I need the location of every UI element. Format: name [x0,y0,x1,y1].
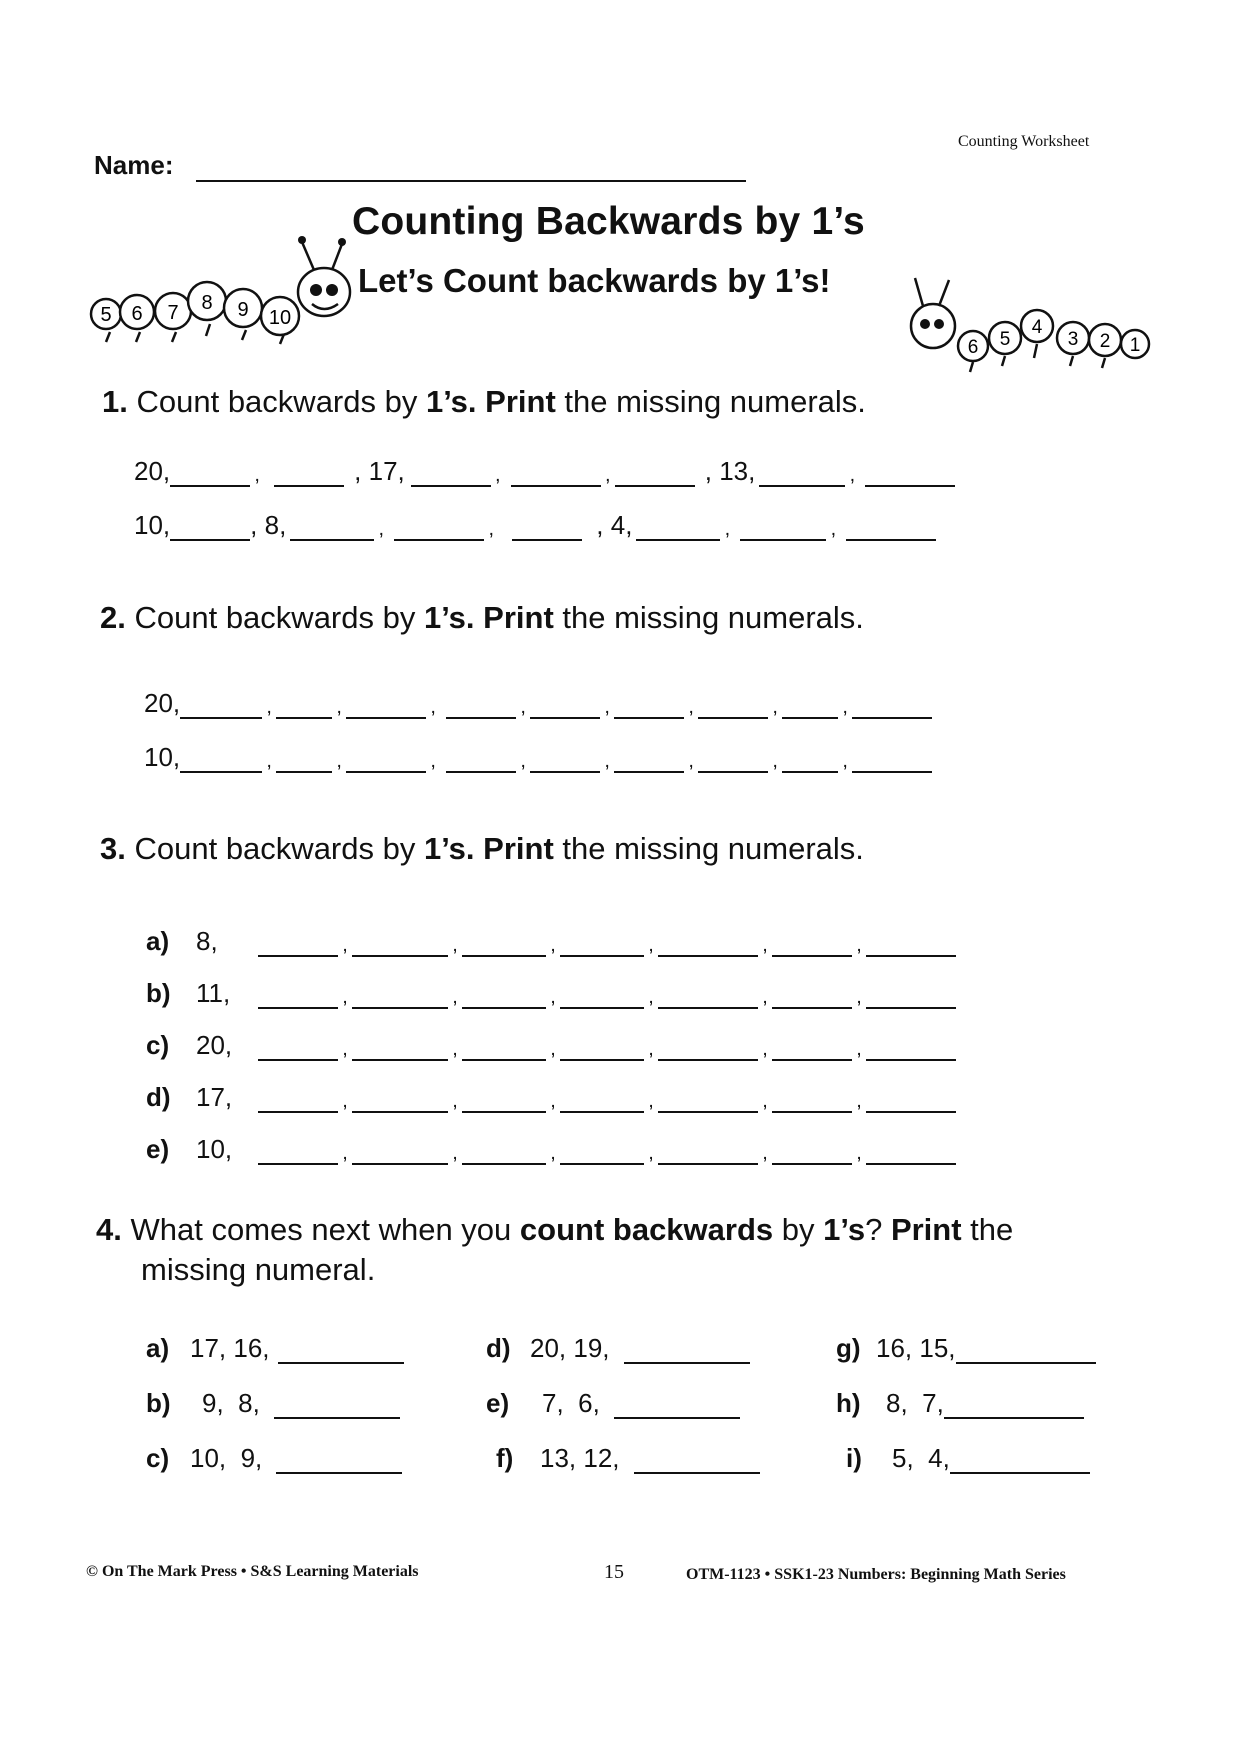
answer-blank[interactable] [614,695,684,719]
answer-blank[interactable] [180,695,262,719]
answer-blank[interactable] [446,695,516,719]
q1-sequence-row: 10, , 8, , , , 4, , , [134,510,936,541]
q2-sequence-row: 20, , , , , , , , , [144,688,932,719]
answer-blank[interactable] [462,1141,546,1165]
q3-sequence-row: a) 8, , , , , , , [146,905,956,957]
sequence-value: 20, 19, [530,1333,610,1363]
answer-blank[interactable] [276,1450,402,1474]
answer-blank[interactable] [698,695,768,719]
answer-blank[interactable] [274,1395,400,1419]
answer-blank[interactable] [759,463,845,487]
question-text: Count backwards by [136,384,426,419]
answer-blank[interactable] [950,1450,1090,1474]
page-number: 15 [604,1561,624,1583]
question-emphasis: Print [483,831,554,866]
sequence-value: 7, 6, [542,1388,600,1418]
caterpillar-left-illustration [80,228,380,358]
q4-item [486,1388,836,1419]
sequence-value: 13, 12, [540,1443,620,1473]
answer-blank[interactable] [170,517,250,541]
q1-sequence-row: 20, , , 17, , , , 13, , [134,456,955,487]
answer-blank[interactable] [865,463,955,487]
answer-blank[interactable] [352,1037,448,1061]
answer-blank[interactable] [740,517,826,541]
q4-item [146,1443,486,1474]
name-label: Name: [94,150,174,180]
item-label: c) [146,1443,170,1473]
answer-blank[interactable] [411,463,491,487]
answer-blank[interactable] [614,1395,740,1419]
question-text: What comes next when you [130,1212,520,1247]
caterpillar-right-number: 4 [1031,317,1043,338]
answer-blank[interactable] [258,933,338,957]
question-2-heading [100,600,864,636]
caterpillar-right-number: 2 [1099,331,1111,352]
answer-blank[interactable] [866,1089,956,1113]
answer-blank[interactable] [772,1037,852,1061]
sequence-value: 10, [144,742,181,772]
q2-sequence-row: 10, , , , , , , , , [144,742,932,773]
answer-blank[interactable] [276,749,332,773]
item-label: b) [146,1388,171,1418]
item-label: d) [146,1082,171,1112]
answer-blank[interactable] [866,1141,956,1165]
item-label: e) [146,1134,170,1164]
sequence-value: , 17, [354,456,405,486]
question-text: the missing numerals. [555,384,866,419]
sequence-value: , 13, [704,456,756,486]
sequence-value: 20, [144,688,181,718]
caterpillar-left-number: 10 [268,307,292,329]
sequence-value: 11, [196,978,231,1008]
answer-blank[interactable] [352,933,448,957]
answer-blank[interactable] [394,517,484,541]
sequence-value: 17, 16, [190,1333,270,1363]
answer-blank[interactable] [462,933,546,957]
question-number: 1. [102,384,128,419]
footer-copyright: © On The Mark Press • S&S Learning Materials [86,1563,419,1580]
answer-blank[interactable] [511,463,601,487]
answer-blank[interactable] [772,933,852,957]
q4-item [836,1443,1136,1474]
answer-blank[interactable] [772,1089,852,1113]
answer-blank[interactable] [512,517,582,541]
answer-blank[interactable] [782,749,838,773]
sequence-value: 5, 4, [892,1443,950,1473]
answer-blank[interactable] [446,749,516,773]
answer-blank[interactable] [290,517,374,541]
question-text: Count backwards by [134,600,424,635]
answer-blank[interactable] [944,1395,1084,1419]
answer-blank[interactable] [180,749,262,773]
answer-blank[interactable] [462,1089,546,1113]
answer-blank[interactable] [560,985,644,1009]
sequence-value: 10, [196,1134,233,1164]
q4-item [486,1443,836,1474]
answer-blank[interactable] [352,985,448,1009]
answer-blank[interactable] [658,985,758,1009]
answer-blank[interactable] [258,1141,338,1165]
caterpillar-right-number: 1 [1129,335,1141,356]
answer-blank[interactable] [530,695,600,719]
answer-blank[interactable] [462,985,546,1009]
sequence-value: 20, [196,1030,233,1060]
q4-item [486,1333,836,1364]
answer-blank[interactable] [346,749,426,773]
q4-item [836,1388,1136,1419]
answer-blank[interactable] [278,1340,404,1364]
sequence-value: 16, 15, [876,1333,956,1363]
sequence-value: 10, [134,510,171,540]
answer-blank[interactable] [846,517,936,541]
answer-blank[interactable] [258,1089,338,1113]
question-1-heading [102,384,866,420]
question-4-heading [96,1210,1146,1290]
answer-blank[interactable] [866,933,956,957]
question-text: missing numeral. [141,1252,376,1287]
answer-blank[interactable] [772,1141,852,1165]
item-label: e) [486,1388,510,1418]
answer-blank[interactable] [346,695,426,719]
caterpillar-left-number: 9 [237,299,249,321]
answer-blank[interactable] [698,749,768,773]
caterpillar-left-number: 7 [167,302,179,324]
answer-blank[interactable] [530,749,600,773]
answer-blank[interactable] [852,749,932,773]
item-label: b) [146,978,171,1008]
answer-blank[interactable] [852,695,932,719]
caterpillar-right-number: 6 [967,337,979,358]
q4-item [836,1333,1136,1364]
sequence-value: 9, 8, [202,1388,260,1418]
q4-item [146,1388,486,1419]
q3-rows [146,905,956,1165]
item-label: a) [146,1333,170,1363]
q3-sequence-row: c) 20, , , , , , , [146,1009,956,1061]
q3-sequence-row: b) 11, , , , , , , [146,957,956,1009]
question-text: the missing numerals. [553,831,864,866]
answer-blank[interactable] [276,695,332,719]
sequence-value: 17, [196,1082,233,1112]
answer-blank[interactable] [658,1141,758,1165]
answer-blank[interactable] [560,1037,644,1061]
answer-blank[interactable] [634,1450,760,1474]
q3-sequence-row: e) 10, , , , , , , [146,1113,956,1165]
caterpillar-left-number: 8 [201,292,213,314]
q4-item [146,1333,486,1364]
q3-sequence-row: d) 17, , , , , , , [146,1061,956,1113]
answer-blank[interactable] [560,1089,644,1113]
name-field[interactable] [196,180,746,182]
question-text: the [961,1212,1014,1247]
item-label: f) [496,1443,514,1473]
q4-grid [146,1333,1146,1474]
answer-blank[interactable] [658,1089,758,1113]
header-tag: Counting Worksheet [958,133,1090,150]
answer-blank[interactable] [170,463,250,487]
sequence-value: 10, 9, [190,1443,263,1473]
question-emphasis: 1’s. [423,831,475,866]
answer-blank[interactable] [560,933,644,957]
item-label: c) [146,1030,170,1060]
question-emphasis: Print [890,1212,962,1247]
sequence-value: , 4, [596,510,633,540]
footer-series: OTM-1123 • SSK1-23 Numbers: Beginning Math Series [686,1566,1066,1583]
item-label: g) [836,1333,861,1363]
item-label: a) [146,926,170,956]
page-subtitle: Let’s Count backwards by 1’s! [358,262,831,299]
question-text: Count backwards by [134,831,424,866]
question-emphasis: Print [485,384,556,419]
question-text: the missing numerals. [553,600,864,635]
answer-blank[interactable] [274,463,344,487]
question-emphasis: 1’s. [425,384,477,419]
question-emphasis: count backwards [519,1212,774,1247]
item-label: h) [836,1388,861,1418]
item-label: d) [486,1333,511,1363]
answer-blank[interactable] [258,1037,338,1061]
caterpillar-left-number: 6 [131,303,143,325]
answer-blank[interactable] [352,1141,448,1165]
answer-blank[interactable] [614,749,684,773]
caterpillar-right-illustration [905,272,1175,382]
question-emphasis: 1’s. [423,600,475,635]
answer-blank[interactable] [624,1340,750,1364]
caterpillar-right-number: 3 [1067,329,1079,350]
caterpillar-right-number: 5 [999,329,1011,350]
answer-blank[interactable] [658,933,758,957]
answer-blank[interactable] [782,695,838,719]
answer-blank[interactable] [615,463,695,487]
question-3-heading [100,831,864,867]
question-number: 3. [100,831,126,866]
caterpillar-head [911,304,955,348]
answer-blank[interactable] [462,1037,546,1061]
page-title: Counting Backwards by 1’s [352,200,865,243]
answer-blank[interactable] [560,1141,644,1165]
answer-blank[interactable] [866,985,956,1009]
answer-blank[interactable] [866,1037,956,1061]
sequence-value: , 8, [250,510,287,540]
question-text: ? [865,1212,891,1247]
answer-blank[interactable] [956,1340,1096,1364]
question-text: by [773,1212,824,1247]
answer-blank[interactable] [772,985,852,1009]
question-number: 2. [100,600,126,635]
answer-blank[interactable] [658,1037,758,1061]
question-number: 4. [96,1212,122,1247]
sequence-value: 8, 7, [886,1388,944,1418]
question-emphasis: Print [483,600,554,635]
answer-blank[interactable] [258,985,338,1009]
answer-blank[interactable] [636,517,720,541]
answer-blank[interactable] [352,1089,448,1113]
sequence-value: 8, [196,926,218,956]
item-label: i) [846,1443,862,1473]
question-emphasis: 1’s [823,1212,866,1247]
sequence-value: 20, [134,456,171,486]
caterpillar-left-number: 5 [100,304,112,326]
